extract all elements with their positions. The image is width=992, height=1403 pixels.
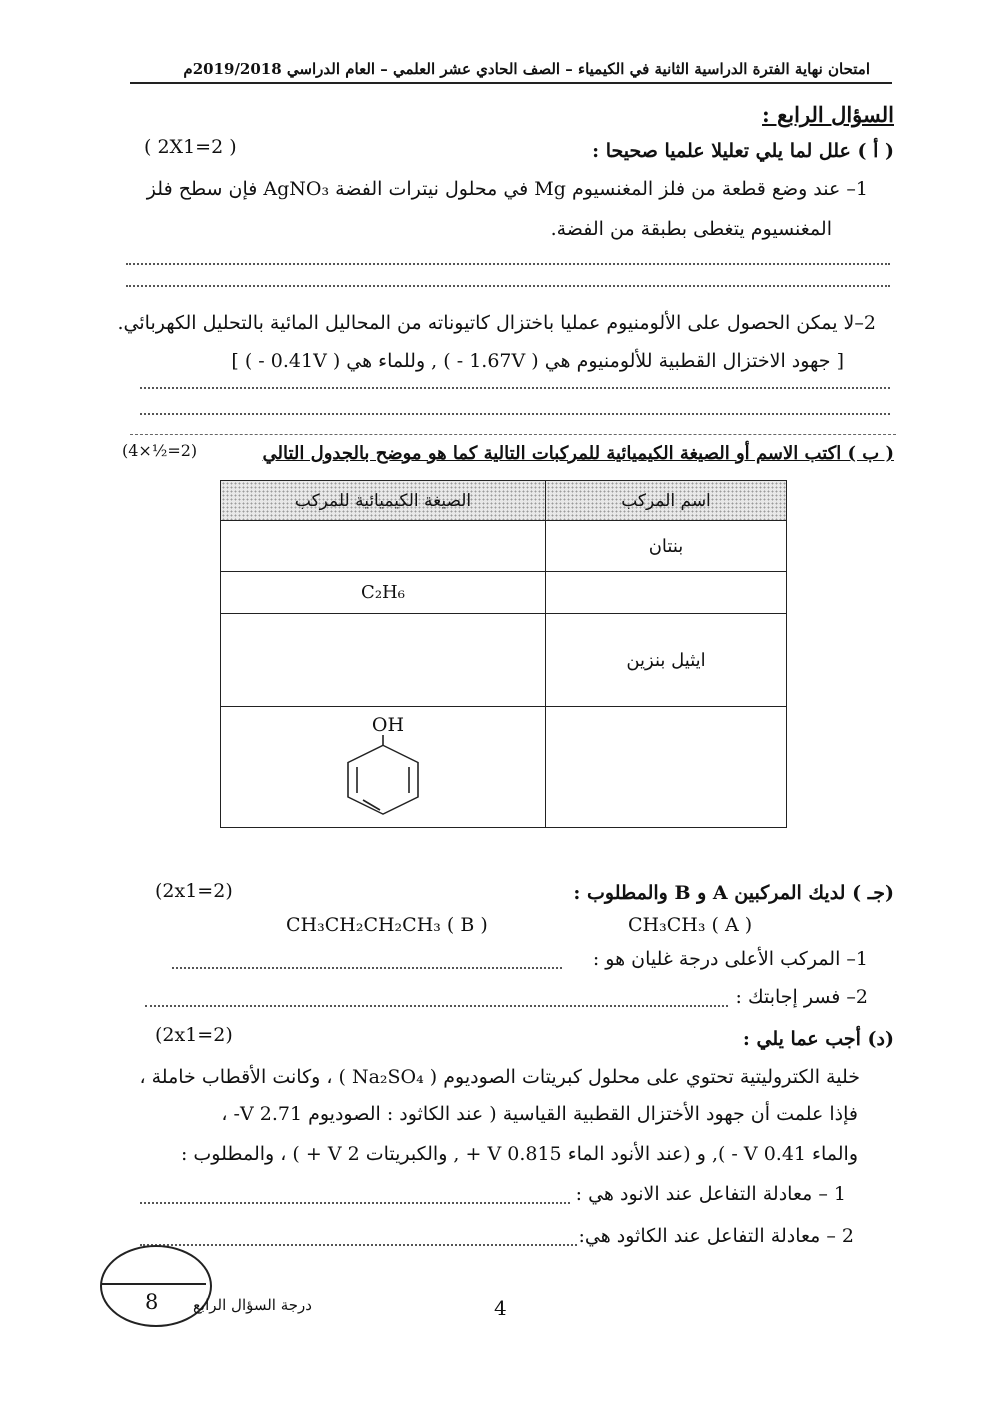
formula-cell <box>221 521 546 572</box>
page-number: 4 <box>494 1296 507 1320</box>
section-divider <box>130 434 896 435</box>
exam-header: امتحان نهاية الفترة الدراسية الثانية في الكيمياء – الصف الحادي عشر العلمي – العام الدراسي 2019/2018م <box>183 60 870 78</box>
part-c-q1: 1– المركب الأعلى درجة غليان هو : <box>592 948 868 970</box>
answer-line <box>140 1244 577 1246</box>
name-cell <box>546 572 787 614</box>
part-c-marks: (2x1=2) <box>155 880 233 902</box>
answer-line <box>140 1202 570 1204</box>
formula-cell: C₂H₆ <box>221 572 546 614</box>
table-row <box>221 521 787 572</box>
part-a-item2-line1: 2–لا يمكن الحصول على الألومنيوم عمليا باختزال كاتيوناته من المحاليل المائية بالتحليل الكهربائي. <box>117 312 876 334</box>
col-name-header: اسم المركب <box>546 481 787 521</box>
part-c-q2: 2– فسر إجابتك : <box>735 986 868 1008</box>
compounds-table <box>220 480 787 828</box>
col-formula-header: الصيغة الكيميائية للمركب <box>221 481 546 521</box>
score-divider <box>102 1283 206 1285</box>
score-label: درجة السؤال الرابع <box>192 1296 312 1314</box>
part-d-q1: 1 – معادلة التفاعل عند الانود هي : <box>575 1183 846 1205</box>
part-a-item2-line2: [ جهود الاختزال القطبية للألومنيوم هي ( 1.67V - ) , وللماء هي ( 0.41V - ) ] <box>231 350 844 372</box>
score-ellipse <box>100 1245 212 1327</box>
name-cell <box>546 707 787 828</box>
formula-cell <box>221 614 546 707</box>
part-a-item1-line2: المغنسيوم يتغطى بطبقة من الفضة. <box>550 218 832 240</box>
part-d-q2: 2 – معادلة التفاعل عند الكاثود هي: <box>578 1225 854 1247</box>
part-a-item1-line1: 1– عند وضع قطعة من فلز المغنسيوم Mg في محلول نيترات الفضة AgNO₃ فإن سطح فلز <box>146 178 868 200</box>
compound-a: CH₃CH₃ ( A ) <box>628 914 753 936</box>
part-a-marks: ( 2X1=2 ) <box>144 136 237 158</box>
part-d-line1: خلية الكتروليتية تحتوي على محلول كبريتات الصوديوم ( Na₂SO₄ ) ، وكانت الأقطاب خاملة ، <box>139 1066 860 1088</box>
phenol-cell <box>221 707 546 828</box>
name-cell: ايثيل بنزين <box>546 614 787 707</box>
part-b-marks: (4×½=2) <box>122 441 198 460</box>
table-row <box>221 707 787 828</box>
benzene-ring-structure <box>338 735 428 819</box>
answer-line <box>126 263 890 265</box>
part-d-label: (د) أجب عما يلي : <box>742 1028 894 1050</box>
table-header-row <box>221 481 787 521</box>
compound-b: CH₃CH₂CH₂CH₃ ( B ) <box>286 914 488 936</box>
part-d-line3: والماء 0.41 V - ), و (عند الأنود الماء 0.815 V + , والكبريتات 2 V + ) ، والمطلوب : <box>180 1143 858 1165</box>
answer-line <box>126 285 890 287</box>
answer-line <box>145 1005 728 1007</box>
phenol-oh-label: OH <box>371 714 405 736</box>
part-b-label: ( ب ) اكتب الاسم أو الصيغة الكيميائية للمركبات التالية كما هو موضح بالجدول التالي <box>262 443 894 464</box>
part-a-label: ( أ ) علل لما يلي تعليلا علميا صحيحا : <box>592 140 894 162</box>
table-row <box>221 572 787 614</box>
header-rule <box>130 82 892 84</box>
answer-line <box>172 967 562 969</box>
answer-line <box>140 413 890 415</box>
part-d-line2: فإذا علمت أن جهود الأختزال القطبية القياسية ( عند الكاثود : الصوديوم 2.71 V- ، <box>221 1103 858 1125</box>
part-c-label: (جـ ) لديك المركبين A و B والمطلوب : <box>573 882 894 904</box>
name-cell: بنتان <box>546 521 787 572</box>
answer-line <box>140 387 890 389</box>
table-row <box>221 614 787 707</box>
question-title: السؤال الرابع : <box>762 102 894 127</box>
score-value: 8 <box>145 1290 159 1314</box>
part-d-marks: (2x1=2) <box>155 1024 233 1046</box>
